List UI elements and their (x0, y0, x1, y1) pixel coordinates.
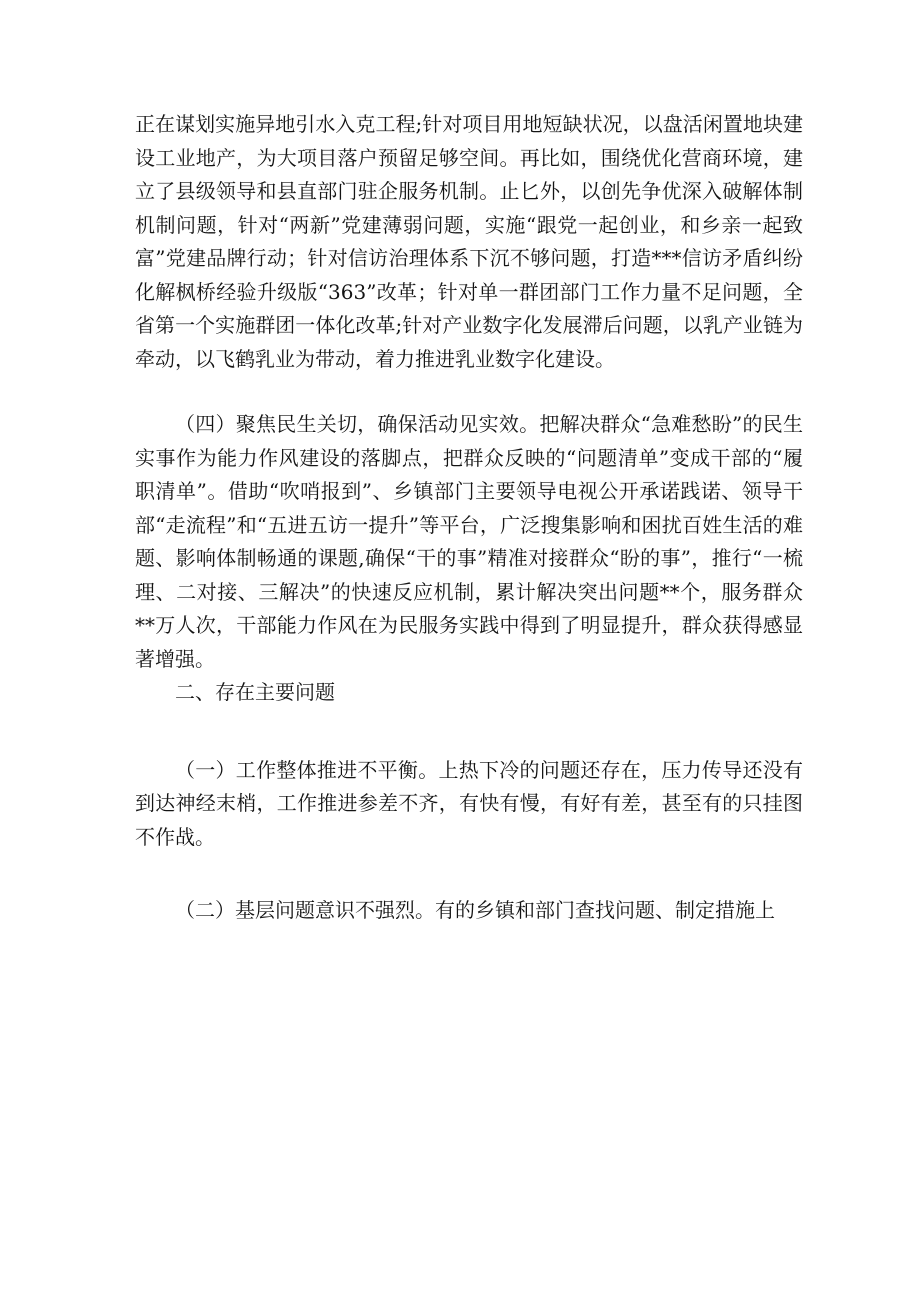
paragraph-continued: 正在谋划实施异地引水入克工程;针对项目用地短缺状况，以盘活闲置地块建设工业地产，为大项目落户预留足够空间。再比如，围绕优化营商环境，建立了县级领导和县直部门驻企服务机制。止匕外，以创先争优深入破解体制机制问题，针对“两新”党建薄弱问题，实施“跟党一起创业，和乡亲一起致富”党建品牌行动；针对信访治理体系下沉不够问题，打造***信访矛盾纠纷化解枫桥经验升级版“363”改革；针对单一群团部门工作力量不足问题，全省第一个实施群团一体化改革;针对产业数字化发展滞后问题，以乳产业链为牵动，以飞鹤乳业为带动，着力推进乳业数字化建设。 (135, 112, 803, 371)
paragraph-section-four: （四）聚焦民生关切，确保活动见实效。把解决群众“急难愁盼”的民生实事作为能力作风建设的落脚点，把群众反映的“问题清单”变成干部的“履职清单”。借助“吹哨报到”、乡镇部门主要领导电视公开承诺践诺、领导干部“走流程”和“五进五访一提升”等平台，广泛搜集影响和困扰百姓生活的难题、影响体制畅通的课题,确保“干的事”精准对接群众“盼的事”，推行“一梳理、二对接、三解决”的快速反应机制，累计解决突出问题**个，服务群众**万人次，干部能力作风在为民服务实践中得到了明显提升，群众获得感显著增强。 (135, 412, 803, 671)
paragraph-problem-one: （一）工作整体推进不平衡。上热下冷的问题还存在，压力传导还没有到达神经末梢，工作推进参差不齐，有快有慢，有好有差，甚至有的只挂图不作战。 (135, 757, 803, 849)
paragraph-problem-two: （二）基层问题意识不强烈。有的乡镇和部门查找问题、制定措施上 (175, 898, 775, 922)
document-page (135, 108, 803, 928)
section-heading: 二、存在主要问题 (175, 680, 335, 704)
